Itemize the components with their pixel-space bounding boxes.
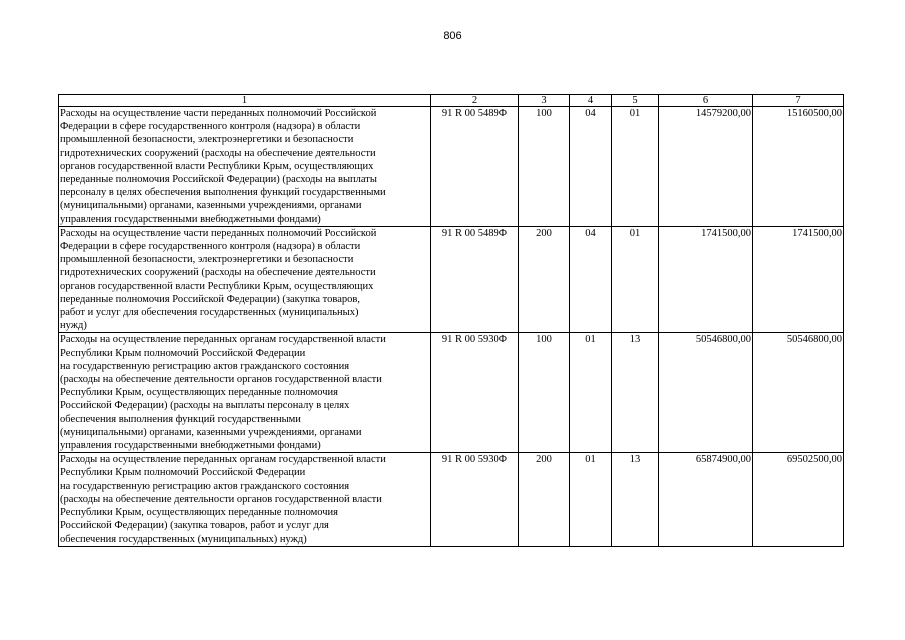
row-amount-6: 50546800,00 xyxy=(659,333,753,453)
row-amount-7: 69502500,00 xyxy=(753,453,844,546)
row-amount-7: 1741500,00 xyxy=(753,226,844,333)
row-description: Расходы на осуществление переданных органам государственной власти Республики Крым полномочий Российской Федерации на государственную регистрацию актов гражданского состояния (расходы на обеспечение деятельности органов государственной власти Республики Крым, осуществляющих переданные полномочия Российской Федерации) (закупка товаров, работ и услуг для обеспечения государственных (муниципальных) нужд) xyxy=(59,453,431,546)
row-col-5: 13 xyxy=(612,333,659,453)
row-amount-7: 50546800,00 xyxy=(753,333,844,453)
column-header-7: 7 xyxy=(753,95,844,107)
table-row xyxy=(59,226,844,333)
row-col-3: 200 xyxy=(519,226,570,333)
row-col-3: 200 xyxy=(519,453,570,546)
row-description: Расходы на осуществление части переданных полномочий Российской Федерации в сфере государственного контроля (надзора) в области промышленной безопасности, электроэнергетики и безопасности гидротехнических сооружений (расходы на обеспечение деятельности органов государственной власти Республики Крым, осуществляющих переданные полномочия Российской Федерации) (закупка товаров, работ и услуг для обеспечения государственных (муниципальных) нужд) xyxy=(59,226,431,333)
row-description: Расходы на осуществление переданных органам государственной власти Республики Крым полномочий Российской Федерации на государственную регистрацию актов гражданского состояния (расходы на обеспечение деятельности органов государственной власти Республики Крым, осуществляющих переданные полномочия Российской Федерации) (расходы на выплаты персоналу в целях обеспечения выполнения функций государственными (муниципальными) органами, казенными учреждениями, органами управления государственными внебюджетными фондами) xyxy=(59,333,431,453)
row-col-4: 04 xyxy=(570,107,612,227)
column-header-3: 3 xyxy=(519,95,570,107)
row-code: 91 R 00 5930Ф xyxy=(431,453,519,546)
row-col-4: 01 xyxy=(570,333,612,453)
table-row xyxy=(59,107,844,227)
row-amount-6: 14579200,00 xyxy=(659,107,753,227)
row-amount-7: 15160500,00 xyxy=(753,107,844,227)
table-row xyxy=(59,333,844,453)
column-header-5: 5 xyxy=(612,95,659,107)
column-header-6: 6 xyxy=(659,95,753,107)
row-col-5: 01 xyxy=(612,226,659,333)
header-row xyxy=(59,95,844,107)
budget-table xyxy=(58,94,844,547)
row-col-4: 04 xyxy=(570,226,612,333)
page-number: 806 xyxy=(443,30,462,42)
row-code: 91 R 00 5930Ф xyxy=(431,333,519,453)
row-col-3: 100 xyxy=(519,333,570,453)
row-col-5: 01 xyxy=(612,107,659,227)
row-col-4: 01 xyxy=(570,453,612,546)
row-col-3: 100 xyxy=(519,107,570,227)
column-header-2: 2 xyxy=(431,95,519,107)
row-amount-6: 65874900,00 xyxy=(659,453,753,546)
row-code: 91 R 00 5489Ф xyxy=(431,107,519,227)
column-header-1: 1 xyxy=(59,95,431,107)
table-row xyxy=(59,453,844,546)
row-description: Расходы на осуществление части переданных полномочий Российской Федерации в сфере государственного контроля (надзора) в области промышленной безопасности, электроэнергетики и безопасности гидротехнических сооружений (расходы на обеспечение деятельности органов государственной власти Республики Крым, осуществляющих переданные полномочия Российской Федерации) (расходы на выплаты персоналу в целях обеспечения выполнения функций государственными (муниципальными) органами, казенными учреждениями, органами управления государственными внебюджетными фондами) xyxy=(59,107,431,227)
row-col-5: 13 xyxy=(612,453,659,546)
row-amount-6: 1741500,00 xyxy=(659,226,753,333)
row-code: 91 R 00 5489Ф xyxy=(431,226,519,333)
column-header-4: 4 xyxy=(570,95,612,107)
